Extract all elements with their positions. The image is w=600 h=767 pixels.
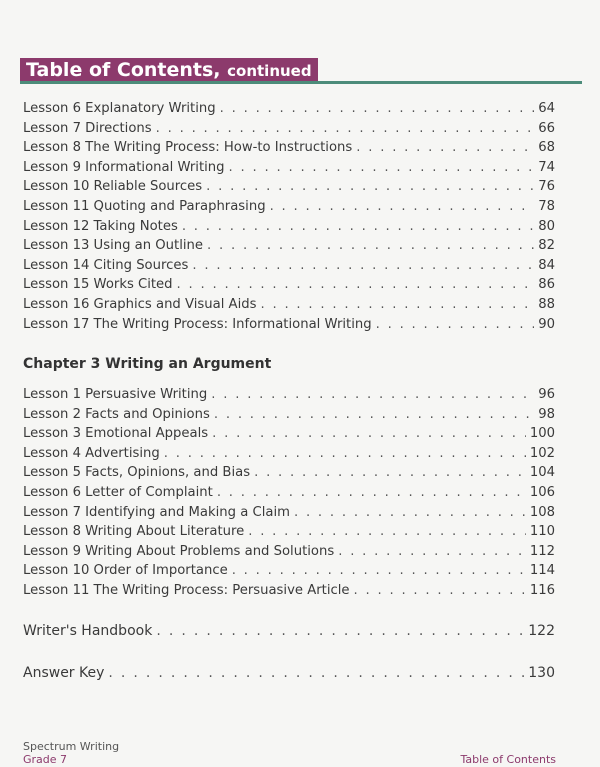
- toc-entry: [23, 258, 555, 274]
- dot-leader: [260, 297, 534, 313]
- dot-leader: [156, 121, 535, 137]
- toc-entry-page: 98: [538, 406, 555, 422]
- toc-entry-page: 68: [538, 140, 555, 156]
- toc-entry-title: Lesson 5 Facts, Opinions, and Bias: [23, 465, 251, 481]
- toc-entry-title: Lesson 14 Citing Sources: [23, 257, 189, 273]
- toc-entry-page: 102: [529, 445, 555, 461]
- dot-leader: [220, 101, 535, 117]
- toc-entry: [23, 623, 555, 639]
- toc-entry-title: Lesson 10 Reliable Sources: [23, 179, 203, 195]
- toc-entry: [23, 665, 555, 681]
- dot-leader: [211, 387, 534, 403]
- toc-entry-page: 122: [528, 623, 555, 639]
- dot-leader: [338, 544, 526, 560]
- dot-leader: [214, 407, 534, 423]
- toc-entry-title: Lesson 9 Informational Writing: [23, 159, 225, 175]
- toc-entry-title: Answer Key: [23, 665, 105, 681]
- toc-entry-page: 114: [529, 563, 555, 579]
- toc-entry: [23, 317, 555, 333]
- toc-entry-title: Lesson 8 Writing About Literature: [23, 524, 245, 540]
- toc-entry-page: 84: [538, 257, 555, 273]
- toc-entry-page: 82: [538, 238, 555, 254]
- toc-entry: [23, 179, 555, 195]
- toc-entry: [23, 446, 555, 462]
- toc-continued: continued: [227, 62, 312, 80]
- dot-leader: [294, 505, 526, 521]
- toc-entry-page: 64: [538, 101, 555, 116]
- toc-entry-page: 112: [529, 543, 555, 559]
- toc-entry-page: 116: [529, 583, 555, 598]
- toc-entry-title: Lesson 9 Writing About Problems and Solutions: [23, 543, 335, 559]
- toc-entry-title: Lesson 16 Graphics and Visual Aids: [23, 297, 257, 312]
- dot-leader: [356, 140, 534, 156]
- dot-leader: [192, 258, 534, 274]
- toc-entry: [23, 238, 555, 254]
- chapter-heading: Chapter 3 Writing an Argument: [23, 356, 272, 372]
- toc-entry-page: 106: [529, 485, 555, 500]
- toc-entry-title: Writer's Handbook: [23, 623, 153, 639]
- dot-leader: [354, 583, 526, 599]
- dot-leader: [248, 524, 526, 540]
- dot-leader: [270, 199, 535, 215]
- dot-leader: [177, 277, 535, 293]
- dot-leader: [376, 317, 535, 333]
- footer-book-title: Spectrum Writing: [23, 740, 120, 753]
- toc-entry: [23, 563, 555, 579]
- footer-grade: Grade 7: [23, 753, 68, 766]
- toc-entry: [23, 387, 555, 403]
- toc-entry-title: Lesson 11 The Writing Process: Persuasive Article: [23, 583, 350, 598]
- toc-entry-title: Lesson 8 The Writing Process: How-to Instructions: [23, 140, 353, 156]
- dot-leader: [232, 563, 526, 579]
- toc-entry-page: 104: [529, 465, 555, 481]
- dot-leader: [217, 485, 526, 501]
- toc-entry-title: Lesson 1 Persuasive Writing: [23, 387, 208, 402]
- toc-entry: [23, 160, 555, 176]
- toc-entry-page: 90: [538, 316, 555, 332]
- toc-entry-page: 80: [538, 218, 555, 234]
- toc-entry-title: Lesson 17 The Writing Process: Informational Writing: [23, 316, 372, 332]
- dot-leader: [156, 623, 524, 639]
- dot-leader: [182, 219, 534, 235]
- toc-entry: [23, 485, 555, 501]
- footer-left: [23, 740, 119, 766]
- toc-entry-title: Lesson 2 Facts and Opinions: [23, 406, 210, 422]
- toc-entry: [23, 505, 555, 521]
- toc-entry: [23, 524, 555, 540]
- toc-entry: [23, 544, 555, 560]
- dot-leader: [229, 160, 535, 176]
- toc-entry: [23, 121, 555, 137]
- toc-entry-title: Lesson 3 Emotional Appeals: [23, 426, 209, 442]
- toc-title: Table of Contents,: [26, 59, 221, 81]
- toc-entry: [23, 219, 555, 235]
- header-rule: [20, 81, 582, 84]
- toc-entry-title: Lesson 7 Directions: [23, 120, 152, 136]
- dot-leader: [207, 238, 534, 254]
- toc-entry-title: Lesson 4 Advertising: [23, 445, 160, 461]
- toc-entry-title: Lesson 10 Order of Importance: [23, 563, 228, 579]
- toc-entry: [23, 407, 555, 423]
- toc-entry-title: Lesson 6 Letter of Complaint: [23, 485, 213, 500]
- toc-entry: [23, 277, 555, 293]
- dot-leader: [206, 179, 534, 195]
- dot-leader: [254, 465, 526, 481]
- toc-entry-page: 86: [538, 277, 555, 293]
- toc-entry-title: Lesson 11 Quoting and Paraphrasing: [23, 199, 266, 214]
- dot-leader: [212, 426, 526, 442]
- toc-entry-page: 88: [538, 297, 555, 312]
- toc-entry: [23, 583, 555, 599]
- toc-entry-title: Lesson 7 Identifying and Making a Claim: [23, 504, 290, 520]
- footer-section: Table of Contents: [460, 753, 556, 766]
- toc-entry-page: 130: [528, 665, 555, 681]
- toc-entry-page: 110: [529, 524, 555, 540]
- toc-entry: [23, 140, 555, 156]
- toc-entry-title: Lesson 15 Works Cited: [23, 277, 173, 293]
- toc-entry: [23, 465, 555, 481]
- dot-leader: [108, 665, 524, 681]
- toc-entry-page: 66: [538, 120, 555, 136]
- toc-entry-page: 108: [529, 504, 555, 520]
- toc-entry-title: Lesson 6 Explanatory Writing: [23, 101, 216, 116]
- toc-entry-page: 78: [538, 199, 555, 214]
- toc-entry: [23, 426, 555, 442]
- toc-entry-page: 76: [538, 179, 555, 195]
- toc-entry-page: 96: [538, 387, 555, 402]
- toc-entry-title: Lesson 12 Taking Notes: [23, 218, 178, 234]
- toc-entry-page: 74: [538, 159, 555, 175]
- dot-leader: [164, 446, 526, 462]
- toc-entry: [23, 297, 555, 313]
- toc-entry: [23, 199, 555, 215]
- toc-entry: [23, 101, 555, 117]
- toc-entry-title: Lesson 13 Using an Outline: [23, 238, 204, 254]
- toc-entry-page: 100: [529, 426, 555, 442]
